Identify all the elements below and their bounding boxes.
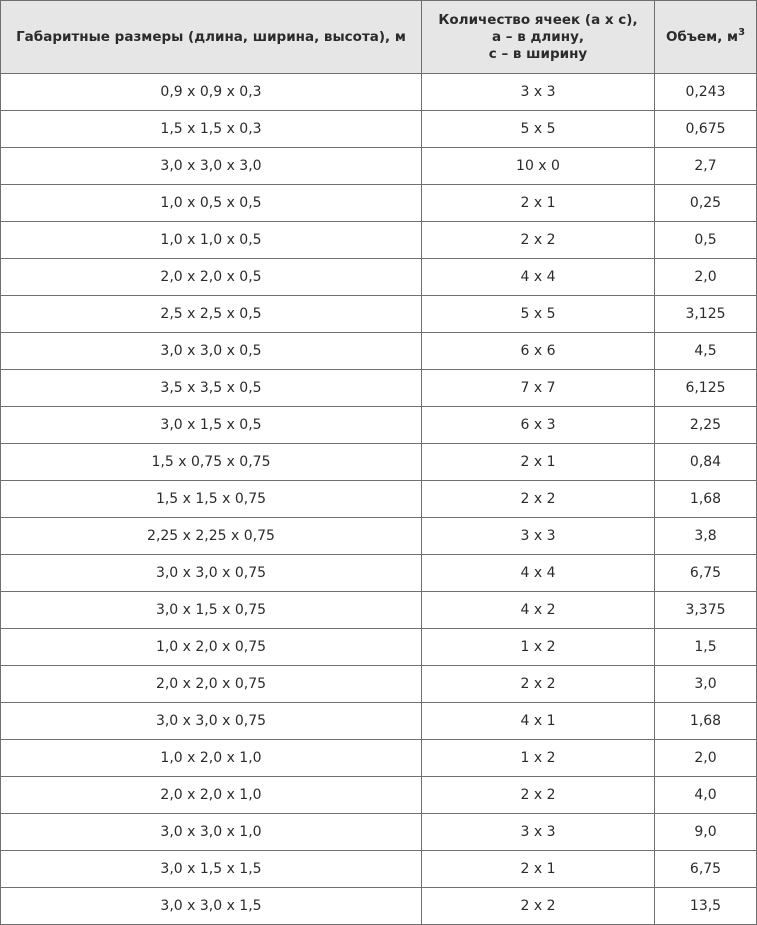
cell-volume: 3,8: [655, 518, 757, 555]
header-cell-count-line2: а – в длину,: [491, 28, 584, 45]
cell-cell-count: 2 х 1: [422, 444, 655, 481]
cell-dimensions: 0,9 х 0,9 х 0,3: [1, 74, 422, 111]
cell-cell-count: 2 х 1: [422, 851, 655, 888]
cell-volume: 0,5: [655, 222, 757, 259]
cell-dimensions: 3,0 х 1,5 х 0,75: [1, 592, 422, 629]
header-cell-count-line1: Количество ячеек (а х с),: [438, 11, 638, 28]
header-cell-count-line3: с – в ширину: [488, 45, 588, 62]
cell-dimensions: 1,5 х 1,5 х 0,75: [1, 481, 422, 518]
table-row: [1, 481, 757, 518]
cell-cell-count: 6 х 6: [422, 333, 655, 370]
cell-dimensions: 1,0 х 0,5 х 0,5: [1, 185, 422, 222]
cell-volume: 0,25: [655, 185, 757, 222]
cell-volume: 3,125: [655, 296, 757, 333]
cell-cell-count: 10 х 0: [422, 148, 655, 185]
table-row: [1, 296, 757, 333]
table-row: [1, 148, 757, 185]
cell-volume: 6,75: [655, 555, 757, 592]
cell-cell-count: 2 х 2: [422, 666, 655, 703]
cell-volume: 2,0: [655, 259, 757, 296]
cell-volume: 0,243: [655, 74, 757, 111]
cell-dimensions: 3,0 х 1,5 х 0,5: [1, 407, 422, 444]
cell-cell-count: 2 х 2: [422, 481, 655, 518]
cell-dimensions: 3,0 х 3,0 х 1,5: [1, 888, 422, 925]
cell-cell-count: 5 х 5: [422, 111, 655, 148]
table-row: [1, 185, 757, 222]
cell-dimensions: 3,0 х 3,0 х 1,0: [1, 814, 422, 851]
cell-volume: 13,5: [655, 888, 757, 925]
cell-volume: 3,0: [655, 666, 757, 703]
cell-volume: 2,0: [655, 740, 757, 777]
cell-dimensions: 2,0 х 2,0 х 1,0: [1, 777, 422, 814]
header-volume-superscript: 3: [738, 26, 746, 38]
cell-cell-count: 5 х 5: [422, 296, 655, 333]
table-row: [1, 407, 757, 444]
cell-cell-count: 4 х 2: [422, 592, 655, 629]
table-row: [1, 740, 757, 777]
cell-volume: 1,68: [655, 481, 757, 518]
cell-dimensions: 3,0 х 3,0 х 3,0: [1, 148, 422, 185]
header-volume-label: Объем, м: [665, 28, 739, 45]
cell-dimensions: 3,5 х 3,5 х 0,5: [1, 370, 422, 407]
header-cell-count: [422, 1, 655, 74]
cell-cell-count: 2 х 1: [422, 185, 655, 222]
table-row: [1, 888, 757, 925]
cell-cell-count: 2 х 2: [422, 222, 655, 259]
cell-volume: 2,25: [655, 407, 757, 444]
table-row: [1, 333, 757, 370]
cell-dimensions: 2,0 х 2,0 х 0,5: [1, 259, 422, 296]
cell-dimensions: 1,5 х 0,75 х 0,75: [1, 444, 422, 481]
table-body: [1, 74, 757, 925]
cell-volume: 1,5: [655, 629, 757, 666]
cell-dimensions: 3,0 х 3,0 х 0,5: [1, 333, 422, 370]
table-row: [1, 222, 757, 259]
cell-volume: 9,0: [655, 814, 757, 851]
cell-cell-count: 4 х 4: [422, 259, 655, 296]
cell-cell-count: 4 х 4: [422, 555, 655, 592]
cell-cell-count: 3 х 3: [422, 814, 655, 851]
cell-dimensions: 2,25 х 2,25 х 0,75: [1, 518, 422, 555]
header-dimensions: Габаритные размеры (длина, ширина, высота), м: [1, 1, 422, 74]
table-row: [1, 111, 757, 148]
cell-dimensions: 3,0 х 3,0 х 0,75: [1, 703, 422, 740]
table-row: [1, 703, 757, 740]
cell-volume: 6,75: [655, 851, 757, 888]
table-row: [1, 666, 757, 703]
table-row: [1, 555, 757, 592]
table-row: [1, 74, 757, 111]
table-row: [1, 592, 757, 629]
cell-dimensions: 3,0 х 1,5 х 1,5: [1, 851, 422, 888]
table-row: [1, 444, 757, 481]
header-row: [1, 1, 757, 74]
header-volume: [655, 1, 757, 74]
cell-cell-count: 2 х 2: [422, 777, 655, 814]
cell-cell-count: 3 х 3: [422, 518, 655, 555]
cell-cell-count: 6 х 3: [422, 407, 655, 444]
cell-volume: 6,125: [655, 370, 757, 407]
cell-dimensions: 2,5 х 2,5 х 0,5: [1, 296, 422, 333]
table-row: [1, 629, 757, 666]
cell-dimensions: 1,0 х 2,0 х 0,75: [1, 629, 422, 666]
cell-cell-count: 1 х 2: [422, 740, 655, 777]
table-row: [1, 777, 757, 814]
cell-dimensions: 1,5 х 1,5 х 0,3: [1, 111, 422, 148]
cell-volume: 4,0: [655, 777, 757, 814]
table-row: [1, 814, 757, 851]
cell-cell-count: 3 х 3: [422, 74, 655, 111]
cell-volume: 2,7: [655, 148, 757, 185]
cell-cell-count: 1 х 2: [422, 629, 655, 666]
table-row: [1, 259, 757, 296]
table-row: [1, 851, 757, 888]
table-row: [1, 370, 757, 407]
table-header: [1, 1, 757, 74]
cell-volume: 0,675: [655, 111, 757, 148]
cell-dimensions: 1,0 х 2,0 х 1,0: [1, 740, 422, 777]
cell-volume: 1,68: [655, 703, 757, 740]
cell-volume: 4,5: [655, 333, 757, 370]
cell-cell-count: 4 х 1: [422, 703, 655, 740]
cell-dimensions: 1,0 х 1,0 х 0,5: [1, 222, 422, 259]
cell-dimensions: 2,0 х 2,0 х 0,75: [1, 666, 422, 703]
cell-dimensions: 3,0 х 3,0 х 0,75: [1, 555, 422, 592]
cell-volume: 0,84: [655, 444, 757, 481]
cell-cell-count: 7 х 7: [422, 370, 655, 407]
cell-volume: 3,375: [655, 592, 757, 629]
cell-cell-count: 2 х 2: [422, 888, 655, 925]
table-row: [1, 518, 757, 555]
